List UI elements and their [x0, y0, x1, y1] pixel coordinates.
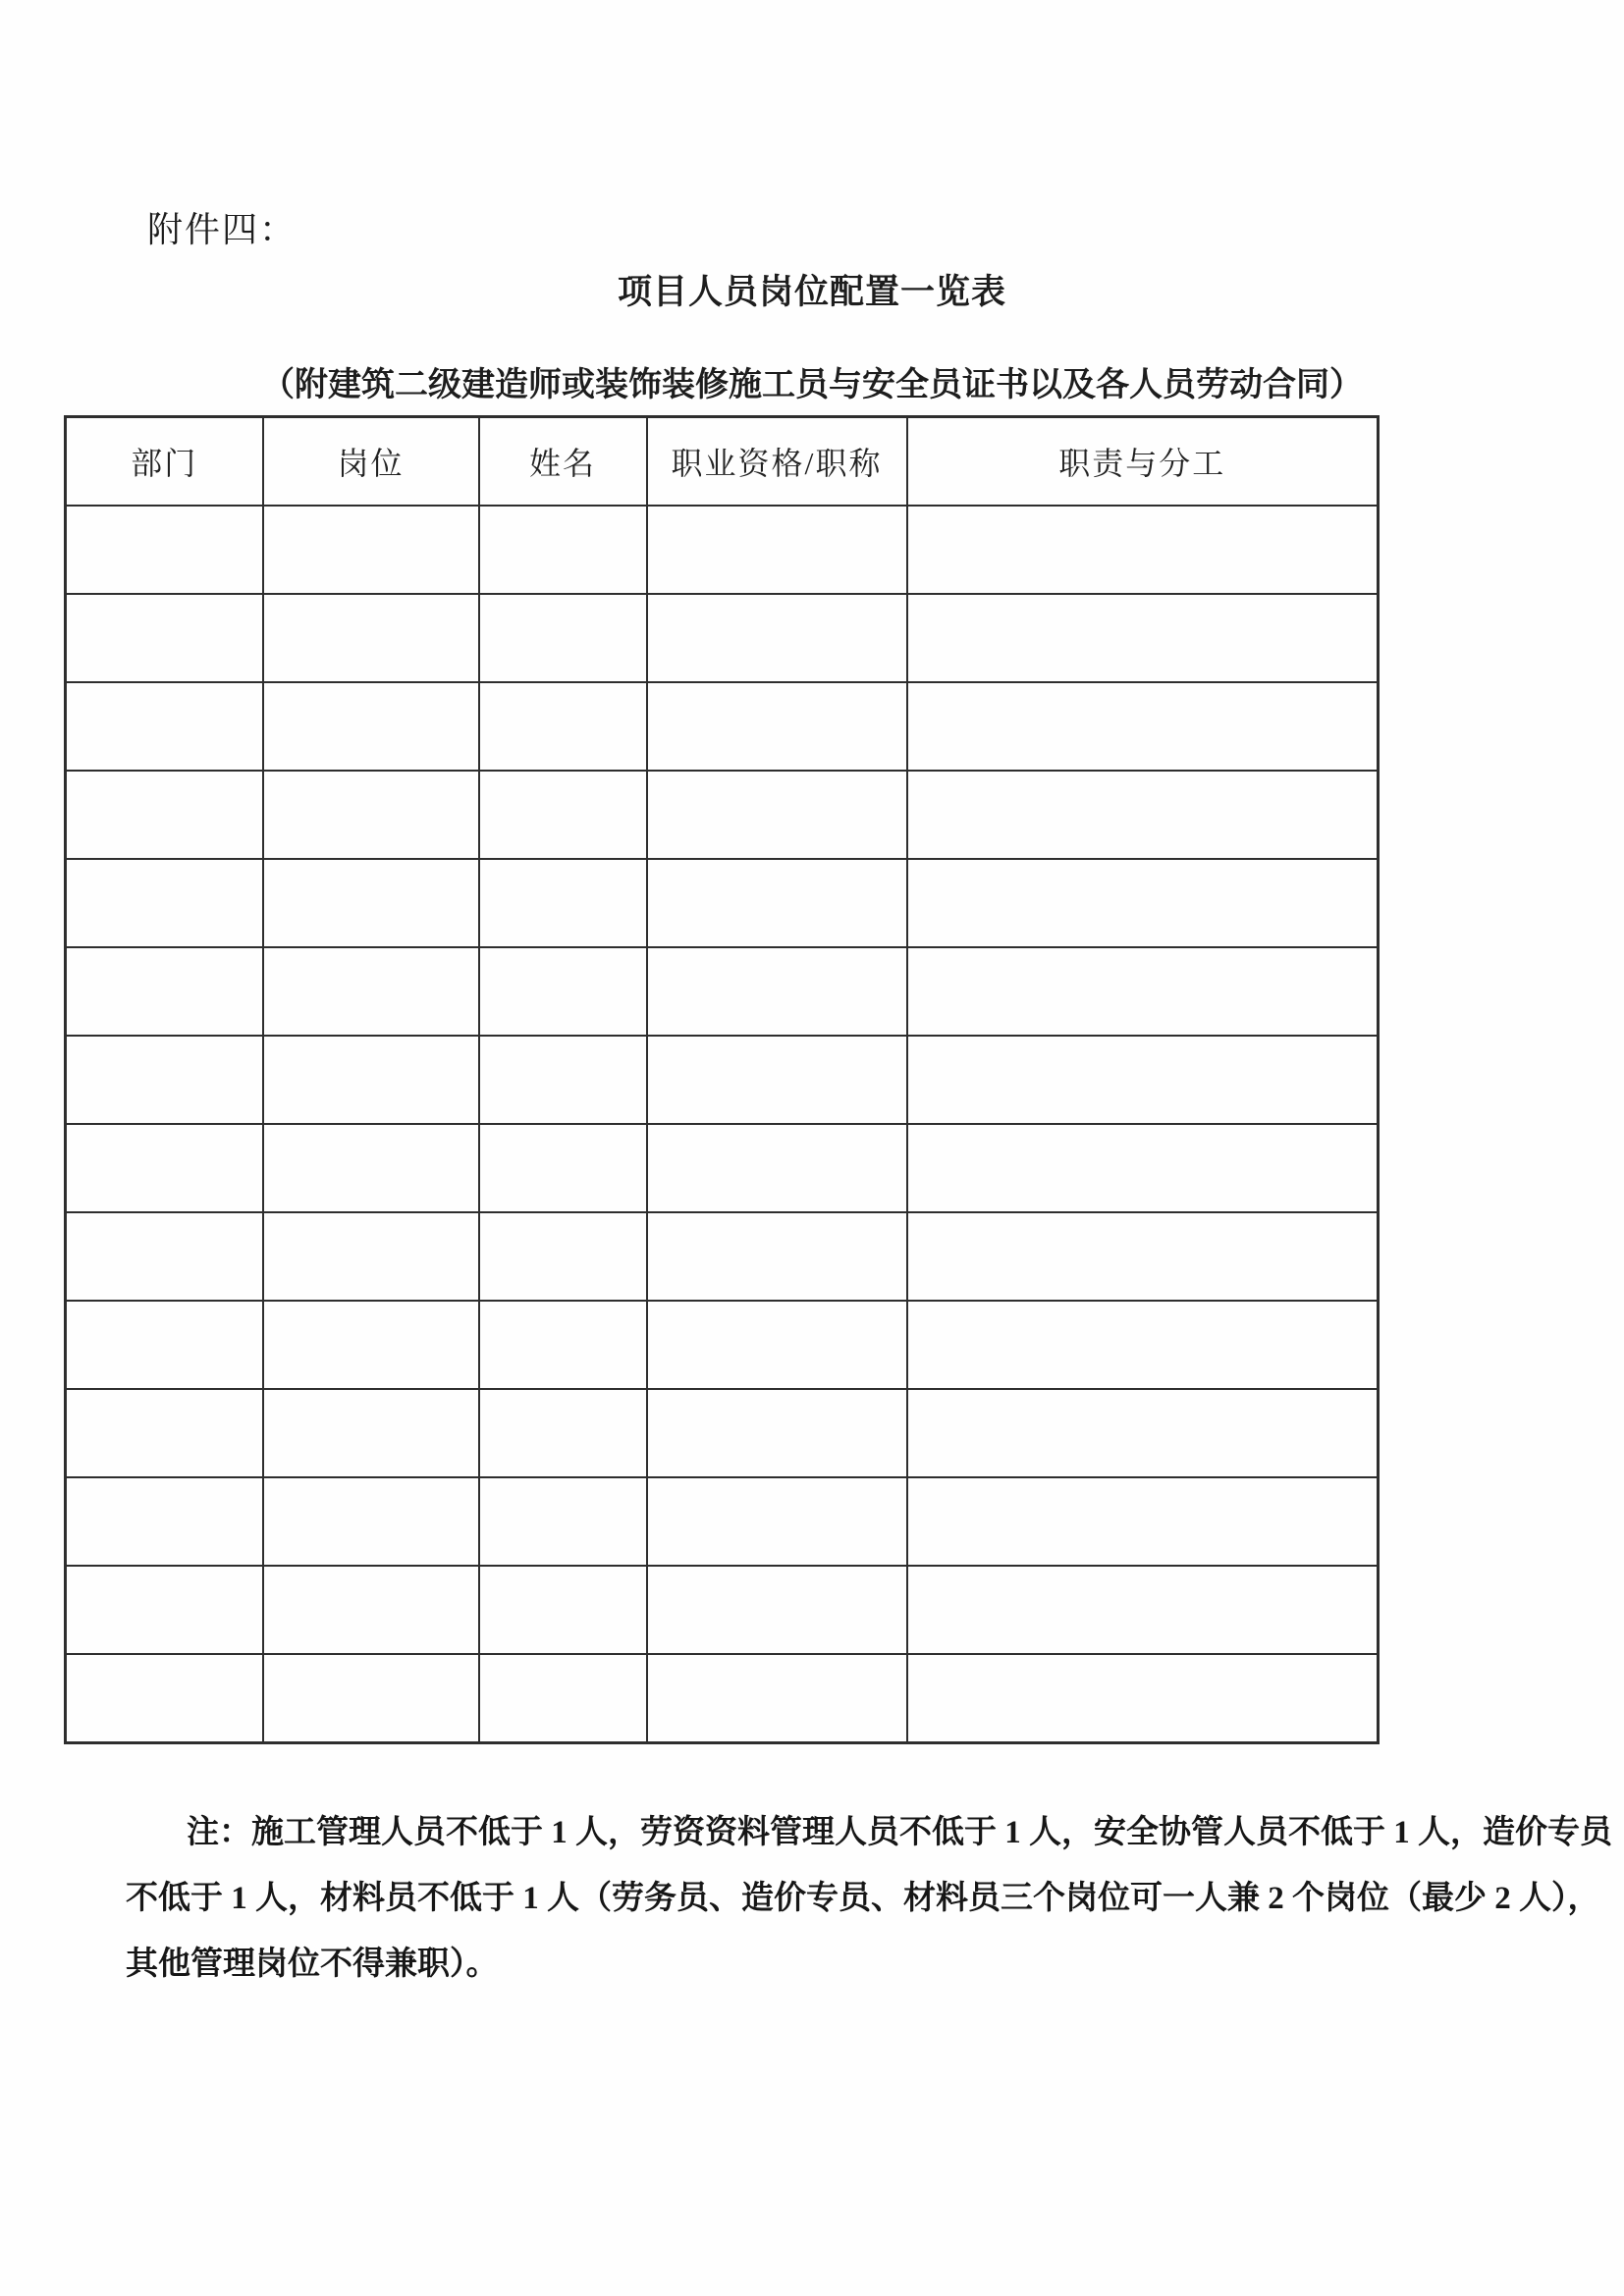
table-cell-empty [66, 1212, 263, 1301]
table-cell-empty [479, 947, 647, 1036]
table-cell-empty [263, 1477, 479, 1566]
table-cell-empty [479, 1654, 647, 1743]
footnote [126, 1800, 1612, 1998]
table-cell-empty [647, 1301, 907, 1389]
table-cell-empty [647, 1566, 907, 1654]
table-cell-empty [479, 1124, 647, 1212]
table-row [66, 1124, 1379, 1212]
table-cell-empty [479, 771, 647, 859]
table-cell-empty [479, 1301, 647, 1389]
table-cell-empty [647, 594, 907, 682]
table-row [66, 859, 1379, 947]
table-cell-empty [263, 1301, 479, 1389]
table-cell-empty [263, 1566, 479, 1654]
table-cell-empty [647, 506, 907, 594]
page-title: 项目人员岗位配置一览表 [617, 273, 1006, 311]
table-cell-empty [907, 1654, 1379, 1743]
table-row [66, 1212, 1379, 1301]
header-cell-department: 部门 [66, 417, 263, 507]
table-row [66, 1301, 1379, 1389]
table-cell-empty [647, 1654, 907, 1743]
table-cell-empty [263, 1036, 479, 1124]
table-cell-empty [66, 1477, 263, 1566]
table-cell-empty [907, 682, 1379, 771]
table-cell-empty [66, 771, 263, 859]
table-row [66, 1477, 1379, 1566]
table-cell-empty [479, 1477, 647, 1566]
table-cell-empty [263, 682, 479, 771]
table-cell-empty [647, 947, 907, 1036]
table-row [66, 594, 1379, 682]
table-cell-empty [907, 1036, 1379, 1124]
header-cell-qualification: 职业资格/职称 [647, 417, 907, 507]
table-cell-empty [263, 947, 479, 1036]
table-cell-empty [647, 1212, 907, 1301]
table-cell-empty [263, 594, 479, 682]
table-cell-empty [263, 1389, 479, 1477]
table-cell-empty [907, 947, 1379, 1036]
table-cell-empty [263, 771, 479, 859]
table-cell-empty [66, 1124, 263, 1212]
table-cell-empty [263, 1212, 479, 1301]
table-cell-empty [907, 771, 1379, 859]
header-cell-position: 岗位 [263, 417, 479, 507]
table-header-row [66, 417, 1379, 507]
table-cell-empty [907, 1124, 1379, 1212]
table-cell-empty [907, 859, 1379, 947]
table-cell-empty [479, 859, 647, 947]
footnote-line: 注：施工管理人员不低于 1 人，劳资资料管理人员不低于 1 人，安全协管人员不低于 1 人，造价专员 [187, 1815, 1612, 1850]
table-cell-empty [907, 1477, 1379, 1566]
table-cell-empty [66, 682, 263, 771]
table-cell-empty [479, 682, 647, 771]
table-row [66, 506, 1379, 594]
table-cell-empty [66, 1389, 263, 1477]
table-row [66, 1389, 1379, 1477]
page-subtitle: （附建筑二级建造师或装饰装修施工员与安全员证书以及各人员劳动合同） [261, 367, 1363, 403]
table-cell-empty [647, 771, 907, 859]
table-cell-empty [907, 1301, 1379, 1389]
table-row [66, 1566, 1379, 1654]
table-cell-empty [66, 594, 263, 682]
table-cell-empty [479, 1212, 647, 1301]
table-cell-empty [907, 594, 1379, 682]
table-cell-empty [907, 1566, 1379, 1654]
table-cell-empty [647, 859, 907, 947]
table-cell-empty [263, 859, 479, 947]
table-cell-empty [479, 506, 647, 594]
table-cell-empty [647, 1389, 907, 1477]
table-cell-empty [263, 1124, 479, 1212]
table-cell-empty [66, 859, 263, 947]
personnel-table [64, 415, 1380, 1744]
table-cell-empty [479, 594, 647, 682]
table-row [66, 771, 1379, 859]
table-cell-empty [263, 506, 479, 594]
table-cell-empty [479, 1566, 647, 1654]
table-cell-empty [647, 1124, 907, 1212]
header-cell-duties: 职责与分工 [907, 417, 1379, 507]
table-cell-empty [479, 1036, 647, 1124]
table-cell-empty [66, 1036, 263, 1124]
table-cell-empty [647, 1036, 907, 1124]
table-cell-empty [66, 947, 263, 1036]
table-cell-empty [66, 506, 263, 594]
table-row [66, 1654, 1379, 1743]
header-cell-name: 姓名 [479, 417, 647, 507]
footnote-line: 不低于 1 人，材料员不低于 1 人（劳务员、造价专员、材料员三个岗位可一人兼 2 个岗位（最少 2 人）， [126, 1881, 1600, 1916]
table-cell-empty [647, 682, 907, 771]
table-body [66, 506, 1379, 1743]
attachment-label: 附件四： [147, 210, 298, 249]
table-cell-empty [66, 1301, 263, 1389]
table-cell-empty [66, 1654, 263, 1743]
table-cell-empty [907, 1389, 1379, 1477]
table-cell-empty [66, 1566, 263, 1654]
table-cell-empty [907, 506, 1379, 594]
table-row [66, 947, 1379, 1036]
footnote-line: 其他管理岗位不得兼职）。 [126, 1947, 499, 1982]
table-cell-empty [647, 1477, 907, 1566]
table-row [66, 682, 1379, 771]
table-cell-empty [263, 1654, 479, 1743]
table-row [66, 1036, 1379, 1124]
table-cell-empty [907, 1212, 1379, 1301]
table-cell-empty [479, 1389, 647, 1477]
